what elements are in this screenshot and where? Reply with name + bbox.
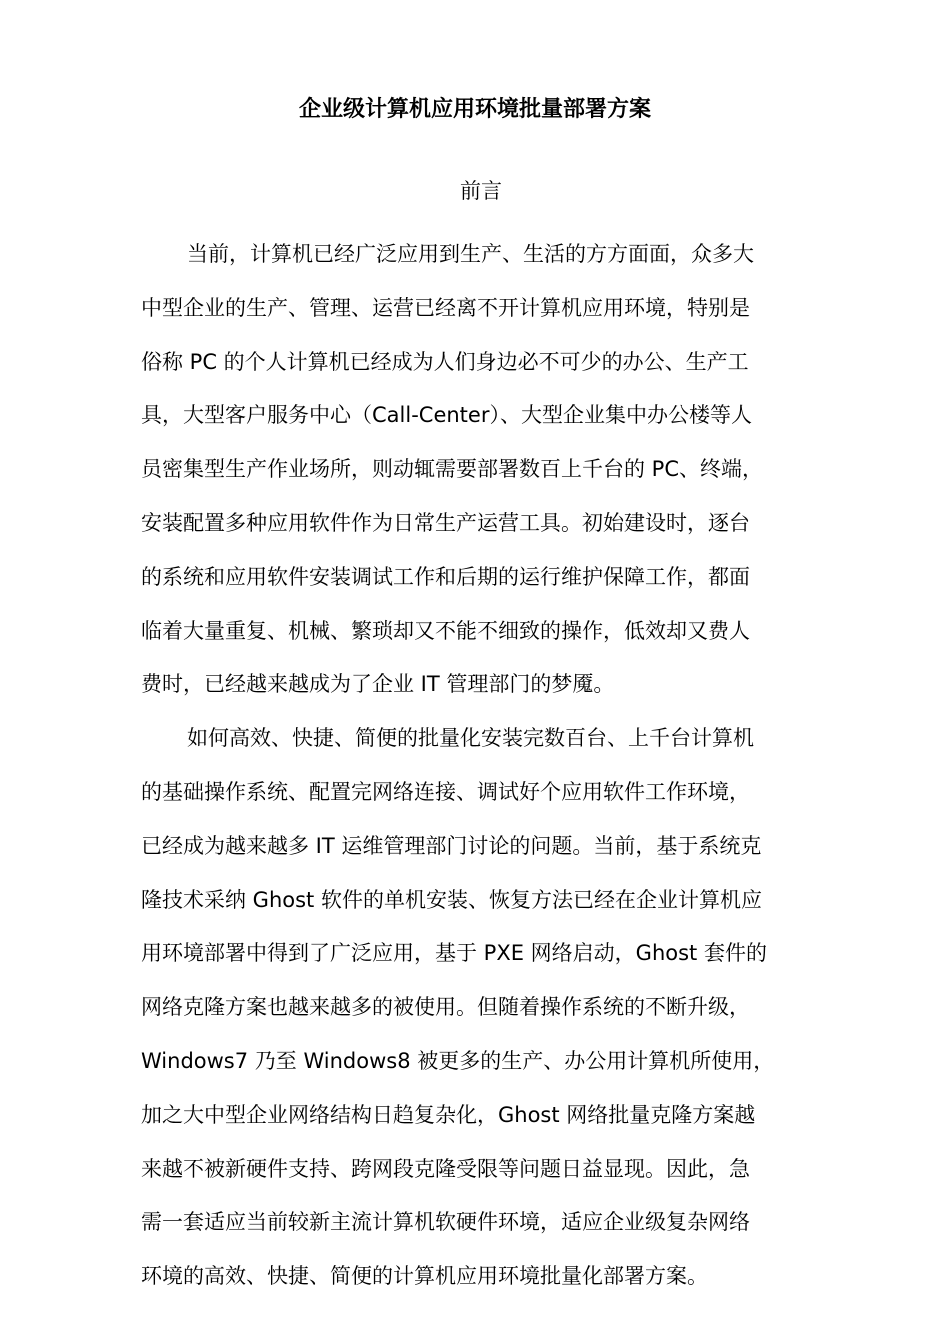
paragraph-1-line: 的系统和应用软件安装调试工作和后期的运行维护保障工作，都面 (141, 564, 750, 589)
paragraph-2-line: Windows7 乃至 Windows8 被更多的生产、办公用计算机所使用， (141, 1048, 775, 1073)
paragraph-2-line: 已经成为越来越多 IT 运维管理部门讨论的问题。当前，基于系统克 (141, 833, 762, 858)
section-heading: 前言 (460, 179, 502, 203)
paragraph-2-line: 用环境部署中得到了广泛应用，基于 PXE 网络启动，Ghost 套件的 (141, 941, 767, 966)
paragraph-1-line: 员密集型生产作业场所，则动辄需要部署数百上千台的 PC、终端， (141, 457, 763, 482)
paragraph-2-line: 网络克隆方案也越来越多的被使用。但随着操作系统的不断升级， (141, 995, 750, 1020)
paragraph-2-line: 如何高效、快捷、简便的批量化安装完数百台、上千台计算机 (187, 726, 754, 751)
paragraph-1-line: 具，大型客户服务中心（Call-Center）、大型企业集中办公楼等人 (141, 403, 752, 428)
paragraph-1-line: 当前，计算机已经广泛应用到生产、生活的方方面面，众多大 (187, 242, 754, 266)
paragraph-1-line: 安装配置多种应用软件作为日常生产运营工具。初始建设时，逐台 (141, 510, 750, 535)
document-title: 企业级计算机应用环境批量部署方案 (298, 97, 651, 122)
document-body (141, 228, 841, 1304)
paragraph-2-line: 的基础操作系统、配置完网络连接、调试好个应用软件工作环境， (141, 779, 750, 804)
paragraph-2-line: 隆技术采纳 Ghost 软件的单机安装、恢复方法已经在企业计算机应 (141, 887, 762, 912)
paragraph-1-line: 临着大量重复、机械、繁琐却又不能不细致的操作，低效却又费人 (141, 618, 750, 643)
paragraph-2-line: 需一套适应当前较新主流计算机软硬件环境，适应企业级复杂网络 (141, 1210, 750, 1235)
paragraph-2-line: 环境的高效、快捷、简便的计算机应用环境批量化部署方案。 (141, 1264, 708, 1289)
paragraph-2-line: 加之大中型企业网络结构日趋复杂化，Ghost 网络批量克隆方案越 (141, 1102, 756, 1127)
paragraph-1-line: 费时，已经越来越成为了企业 IT 管理部门的梦魇。 (141, 672, 615, 697)
paragraph-2-line: 来越不被新硬件支持、跨网段克隆受限等问题日益显现。因此，急 (141, 1156, 750, 1181)
paragraph-1-line: 俗称 PC 的个人计算机已经成为人们身边必不可少的办公、生产工 (141, 349, 749, 374)
paragraph-1-line: 中型企业的生产、管理、运营已经离不开计算机应用环境，特别是 (141, 295, 750, 320)
